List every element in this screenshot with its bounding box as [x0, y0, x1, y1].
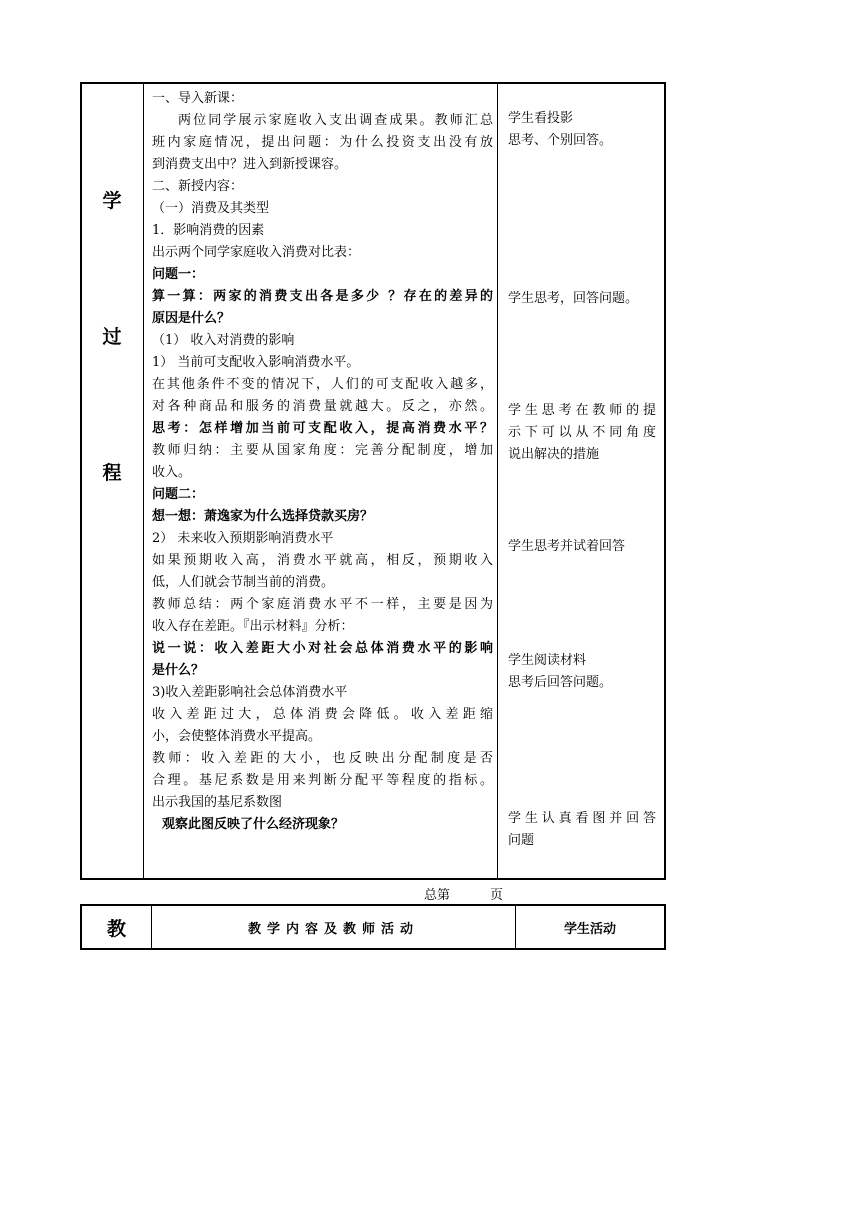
content-line: 2） 未来收入预期影响消费水平: [152, 531, 334, 546]
student-note: 学生阅读材料 思考后回答问题。: [508, 653, 613, 690]
content-line: 原因是什么？: [152, 311, 231, 326]
content-line: 是什么？: [152, 663, 205, 678]
content-line: 思考：怎样增加当前可支配收入，提高消费水平？: [152, 421, 493, 436]
content-line: 低，人们就会节制当前的消费。: [152, 575, 335, 590]
content-line: 班内家庭情况，提出问题：为什么投资支出没有放: [152, 135, 493, 150]
student-activity-column: [498, 84, 664, 878]
header-col-content: 教学内容及教师活动: [152, 906, 516, 948]
side-char-xue: 学: [102, 190, 122, 212]
content-line: 两位同学展示家庭收入支出调查成果。教师汇总: [178, 113, 493, 128]
footer-page-label: 页: [490, 888, 504, 903]
content-line: 如果预期收入高，消费水平就高，相反，预期收入: [152, 553, 493, 568]
content-line: 观察此图反映了什么经济现象？: [162, 817, 345, 832]
content-line: 收入。: [152, 465, 192, 480]
lesson-table: [80, 82, 666, 880]
content-line: （一）消费及其类型: [152, 201, 270, 216]
side-label-column: [82, 84, 144, 878]
header-col-teach: 教: [82, 906, 152, 948]
student-note: 学生思考在教师的提 示下可以从不同角度 说出解决的措施: [508, 403, 656, 462]
content-line: 出示两个同学家庭收入消费对比表：: [152, 245, 361, 260]
content-line: 1．影响消费的因素: [152, 223, 265, 238]
content-line: 算一算：两家的消费支出各是多少 ？存在的差异的: [152, 289, 493, 304]
student-note: 学生思考并试着回答: [508, 539, 626, 554]
content-line: 一、导入新课：: [152, 91, 244, 106]
side-char-guo: 过: [102, 326, 122, 348]
content-line: 3)收入差距影响社会总体消费水平: [152, 685, 348, 700]
student-note: 学生思考，回答问题。: [508, 291, 639, 306]
header-col-student: 学生活动: [563, 921, 616, 937]
content-line: 教师归纳：主要从国家角度：完善分配制度，增加: [152, 443, 493, 458]
content-line: 问题一：: [152, 267, 205, 282]
student-note: 学生认真看图并回答 问题: [508, 811, 656, 848]
content-line: 教师总结：两个家庭消费水平不一样，主要是因为: [152, 597, 493, 612]
page-footer: [424, 884, 503, 903]
student-note: 学生看投影 思考、个别回答。: [508, 111, 613, 148]
content-line: 想一想：萧逸家为什么选择贷款买房？: [152, 509, 374, 524]
content-line: 合理。基尼系数是用来判断分配平等程度的指标。: [152, 773, 493, 788]
content-line: 小，会使整体消费水平提高。: [152, 729, 322, 744]
content-line: 对各种商品和服务的消费量就越大。反之，亦然。: [152, 399, 493, 414]
teaching-content-column: [144, 84, 498, 878]
content-line: 出示我国的基尼系数图: [152, 795, 283, 810]
content-line: 教师：收入差距的大小，也反映出分配制度是否: [152, 751, 493, 766]
content-line: 在其他条件不变的情况下，人们的可支配收入越多，: [152, 377, 493, 392]
content-line: 二、新授内容：: [152, 179, 244, 194]
footer-total-label: 总第: [424, 888, 451, 903]
next-table-header: [80, 904, 666, 950]
content-line: 收入存在差距。『出示材料』分析：: [152, 619, 354, 634]
content-line: 收入差距过大，总体消费会降低。收入差距缩: [152, 707, 493, 722]
content-line: 说一说：收入差距大小对社会总体消费水平的影响: [152, 641, 493, 656]
side-char-cheng: 程: [102, 462, 122, 484]
content-line: 到消费支出中？进入到新授课容。: [152, 157, 348, 172]
content-line: （1） 收入对消费的影响: [152, 333, 295, 348]
content-line: 问题二：: [152, 487, 205, 502]
content-line: 1） 当前可支配收入影响消费水平。: [152, 355, 360, 370]
